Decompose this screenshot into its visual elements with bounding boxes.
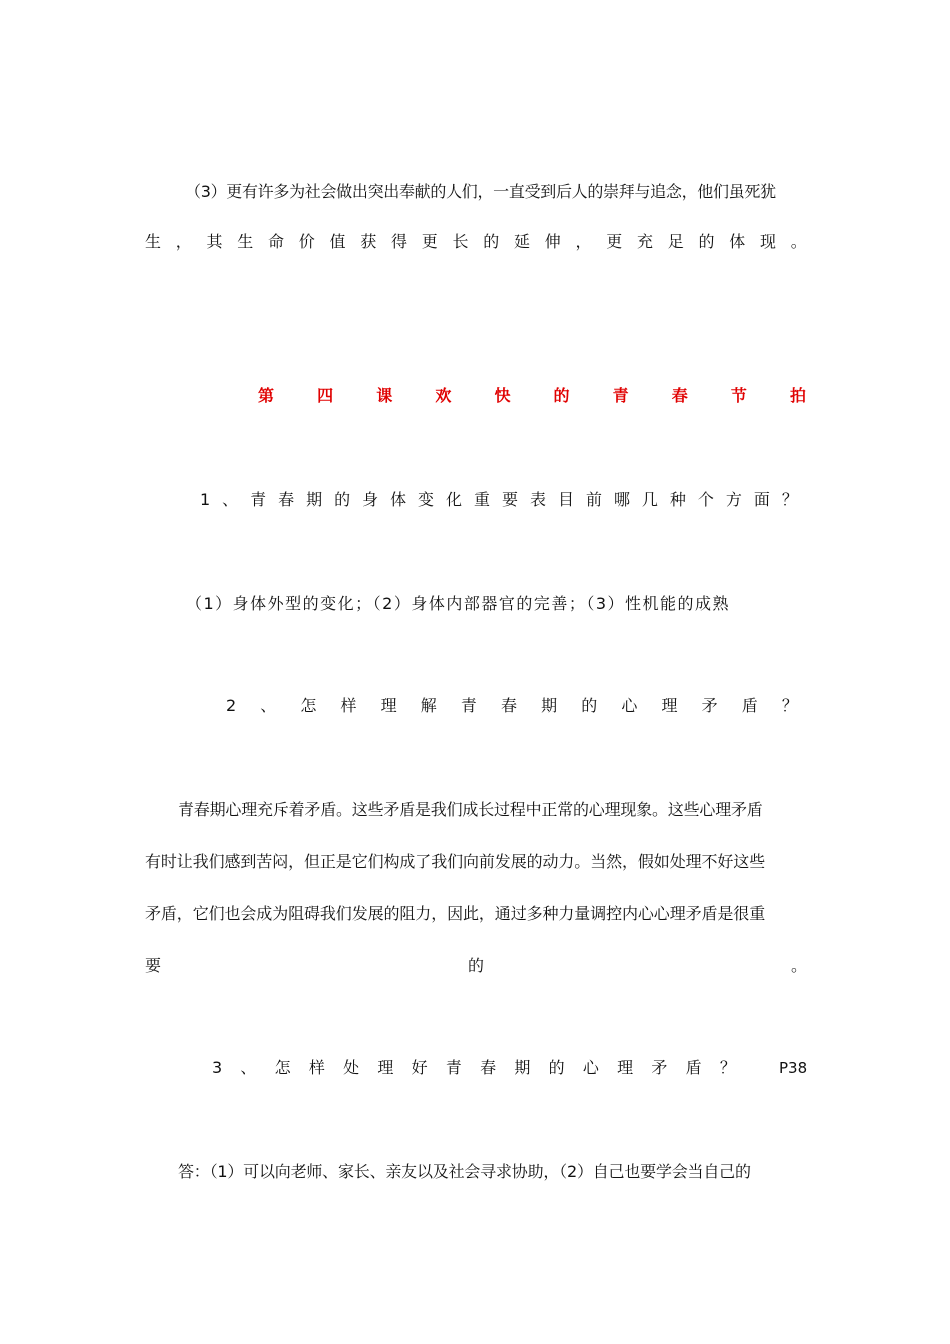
glyph: 体	[729, 232, 746, 251]
glyph: 。	[790, 956, 807, 975]
glyph: 表	[529, 490, 546, 509]
glyph: 样	[340, 696, 357, 715]
glyph: 3	[212, 1058, 223, 1077]
glyph: ？	[781, 490, 798, 509]
glyph: 1	[200, 490, 211, 509]
glyph: 矛	[701, 696, 718, 715]
answer-3: 答：（1）可以向老师、家长、亲友以及社会寻求协助，（2）自己也要学会当自己的	[178, 1162, 751, 1181]
glyph: 春	[671, 386, 688, 405]
glyph: 面	[753, 490, 770, 509]
glyph: 生	[145, 232, 162, 251]
answer-2-line: 青春期心理充斥着矛盾。这些矛盾是我们成长过程中正常的心理现象。这些心理矛盾	[178, 800, 763, 819]
glyph: 快	[494, 386, 511, 405]
paragraph-line-justified	[145, 232, 807, 252]
glyph: 盾	[685, 1058, 702, 1077]
glyph: 春	[480, 1058, 497, 1077]
glyph: 方	[725, 490, 742, 509]
paragraph-line: （3）更有许多为社会做出突出奉献的人们，一直受到后人的崇拜与追念，他们虽死犹	[185, 182, 776, 201]
glyph: 的	[467, 956, 484, 975]
glyph: 矛	[651, 1058, 668, 1077]
glyph: 、	[222, 490, 239, 509]
glyph: 春	[278, 490, 295, 509]
answer-2-line: 矛盾，它们也会成为阻碍我们发展的阻力，因此，通过多种力量调控内心心理矛盾是很重	[145, 904, 766, 923]
glyph: 化	[446, 490, 463, 509]
glyph: 的	[581, 696, 598, 715]
glyph: 其	[206, 232, 223, 251]
glyph: 处	[343, 1058, 360, 1077]
glyph: 拍	[789, 386, 806, 405]
lesson-title	[258, 386, 806, 406]
glyph: 哪	[613, 490, 630, 509]
glyph: 青	[612, 386, 629, 405]
glyph: 、	[260, 696, 277, 715]
glyph: 的	[483, 232, 500, 251]
glyph: 种	[669, 490, 686, 509]
glyph: 理	[661, 696, 678, 715]
glyph: 的	[553, 386, 570, 405]
question-2	[226, 696, 798, 716]
glyph: 理	[617, 1058, 634, 1077]
glyph: 充	[637, 232, 654, 251]
glyph: 盾	[741, 696, 758, 715]
glyph: 的	[698, 232, 715, 251]
glyph: 长	[452, 232, 469, 251]
glyph: 怎	[300, 696, 317, 715]
glyph: 课	[376, 386, 393, 405]
glyph: 几	[641, 490, 658, 509]
glyph: 现	[760, 232, 777, 251]
glyph: 欢	[435, 386, 452, 405]
glyph: 身	[362, 490, 379, 509]
answer-1: （1）身体外型的变化；（2）身体内部器官的完善；（3）性机能的成熟	[186, 594, 731, 613]
glyph: 目	[557, 490, 574, 509]
glyph: ，	[175, 232, 192, 251]
glyph: 的	[334, 490, 351, 509]
glyph: 节	[730, 386, 747, 405]
glyph: 值	[329, 232, 346, 251]
glyph: 样	[308, 1058, 325, 1077]
glyph: 生	[237, 232, 254, 251]
glyph: 重	[474, 490, 491, 509]
question-3	[212, 1058, 736, 1078]
glyph: 个	[697, 490, 714, 509]
glyph: 心	[582, 1058, 599, 1077]
question-1	[200, 490, 798, 510]
glyph: 。	[790, 232, 807, 251]
glyph: 期	[306, 490, 323, 509]
glyph: 足	[667, 232, 684, 251]
glyph: ？	[719, 1058, 736, 1077]
glyph: 解	[420, 696, 437, 715]
glyph: 理	[380, 696, 397, 715]
glyph: 春	[501, 696, 518, 715]
glyph: 的	[548, 1058, 565, 1077]
glyph: 体	[390, 490, 407, 509]
glyph: 好	[411, 1058, 428, 1077]
glyph: 得	[391, 232, 408, 251]
answer-2-last-line	[145, 956, 807, 976]
glyph: 、	[240, 1058, 257, 1077]
glyph: 价	[298, 232, 315, 251]
glyph: 期	[541, 696, 558, 715]
glyph: 青	[445, 1058, 462, 1077]
glyph: 变	[418, 490, 435, 509]
glyph: 更	[606, 232, 623, 251]
answer-2-line: 有时让我们感到苦闷，但正是它们构成了我们向前发展的动力。当然，假如处理不好这些	[145, 852, 766, 871]
glyph: 青	[460, 696, 477, 715]
glyph: 四	[317, 386, 334, 405]
glyph: 命	[268, 232, 285, 251]
glyph: 理	[377, 1058, 394, 1077]
glyph: 伸	[544, 232, 561, 251]
glyph: 心	[621, 696, 638, 715]
glyph: 2	[226, 696, 237, 715]
glyph: 青	[250, 490, 267, 509]
glyph: 第	[258, 386, 275, 405]
glyph: ，	[575, 232, 592, 251]
glyph: 更	[421, 232, 438, 251]
glyph: 要	[145, 956, 162, 975]
glyph: 期	[514, 1058, 531, 1077]
glyph: 延	[514, 232, 531, 251]
page-reference: P38	[779, 1059, 808, 1077]
glyph: 怎	[274, 1058, 291, 1077]
glyph: 要	[502, 490, 519, 509]
glyph: 获	[360, 232, 377, 251]
glyph: 前	[585, 490, 602, 509]
glyph: ？	[781, 696, 798, 715]
